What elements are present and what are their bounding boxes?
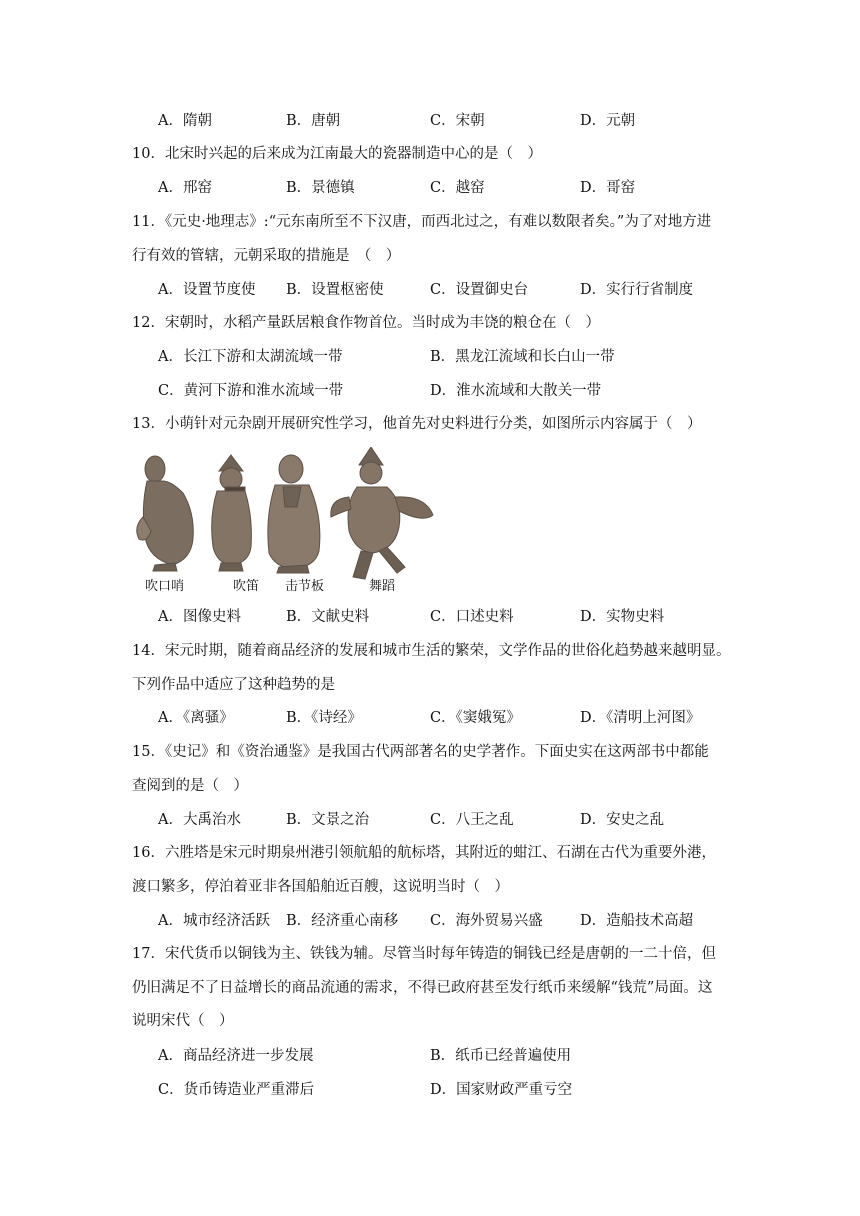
- q17-stem-line: 仍旧满足不了日益增长的商品流通的需求，不得已政府甚至发行纸币来缓解“钱荒”局面。这: [132, 979, 713, 996]
- q12-option-d[interactable]: D．淮水流域和大散关一带: [430, 383, 602, 399]
- q17-option-d[interactable]: D．国家财政严重亏空: [430, 1082, 573, 1098]
- q15-option-b[interactable]: B．文景之治: [286, 812, 370, 828]
- q16-stem-line: 渡口繁多，停泊着亚非各国船舶近百艘，这说明当时（ ）: [132, 878, 509, 895]
- figure-label-flute: 吹笛: [233, 579, 260, 594]
- q13-options: [158, 606, 758, 628]
- q15-option-c[interactable]: C．八王之乱: [430, 812, 514, 828]
- q9-option-b[interactable]: B．唐朝: [286, 113, 341, 129]
- q13-figure-terracotta-figurines: [133, 447, 438, 597]
- q13-stem: [132, 408, 732, 442]
- figurine-clapper: [268, 455, 320, 573]
- q15-stem-line: 15．《史记》和《资治通鉴》是我国古代两部著名的史学著作。下面史实在这两部书中都能: [132, 744, 709, 760]
- q12-option-c[interactable]: C．黄河下游和淮水流域一带: [158, 383, 344, 399]
- q17-stem: [132, 938, 732, 1039]
- q9-option-d[interactable]: D．元朝: [580, 113, 636, 129]
- figurine-flute: [212, 455, 252, 571]
- q14-stem: [132, 635, 732, 702]
- q14-stem-line: 下列作品中适应了这种趋势的是: [132, 676, 335, 693]
- q15-stem: [132, 736, 732, 803]
- q12-options-row2: [158, 380, 758, 402]
- q10-stem-line: 10．北宋时兴起的后来成为江南最大的瓷器制造中心的是（ ）: [132, 146, 542, 162]
- q10-stem: [132, 138, 732, 172]
- q16-option-b[interactable]: B．经济重心南移: [286, 913, 399, 929]
- q14-options: [158, 707, 758, 729]
- q17-stem-line: 17．宋代货币以铜钱为主、铁钱为辅。尽管当时每年铸造的铜钱已经是唐朝的一二十倍，但: [132, 946, 716, 962]
- q17-options-row2: [158, 1079, 758, 1101]
- q17-option-c[interactable]: C．货币铸造业严重滞后: [158, 1082, 315, 1098]
- q14-stem-line: 14．宋元时期，随着商品经济的发展和城市生活的繁荣，文学作品的世俗化趋势越来越明显。: [132, 643, 731, 659]
- q15-stem-line: 查阅到的是（ ）: [132, 777, 248, 794]
- q15-option-d[interactable]: D．安史之乱: [580, 812, 665, 828]
- q14-option-b[interactable]: B．《诗经》: [286, 710, 362, 726]
- q11-option-d[interactable]: D．实行行省制度: [580, 282, 694, 298]
- q9-option-c[interactable]: C．宋朝: [430, 113, 485, 129]
- q17-option-a[interactable]: A．商品经济进一步发展: [158, 1048, 314, 1064]
- q9-options: [158, 110, 758, 132]
- figure-label-clapper: 击节板: [285, 579, 325, 594]
- q16-option-d[interactable]: D．造船技术高超: [580, 913, 694, 929]
- q17-options-row1: [158, 1045, 758, 1067]
- q11-stem: [132, 206, 732, 273]
- q12-options-row1: [158, 346, 758, 368]
- q16-stem-line: 16．六胜塔是宋元时期泉州港引领航船的航标塔，其附近的蚶江、石湖在古代为重要外港，: [132, 845, 716, 861]
- q11-option-c[interactable]: C．设置御史台: [430, 282, 529, 298]
- q15-option-a[interactable]: A．大禹治水: [158, 812, 241, 828]
- figure-label-whistling: 吹口哨: [145, 579, 185, 594]
- q12-stem-line: 12．宋朝时，水稻产量跃居粮食作物首位。当时成为丰饶的粮仓在（ ）: [132, 315, 600, 331]
- q11-options: [158, 279, 758, 301]
- q15-options: [158, 809, 758, 831]
- q12-stem: [132, 307, 732, 341]
- figure-label-dancing: 舞蹈: [369, 579, 396, 594]
- q14-option-a[interactable]: A．《离骚》: [158, 710, 234, 726]
- q14-option-d[interactable]: D．《清明上河图》: [580, 710, 701, 726]
- figurine-dancing: [331, 447, 433, 579]
- q12-option-a[interactable]: A．长江下游和太湖流域一带: [158, 349, 343, 365]
- q13-option-c[interactable]: C．口述史料: [430, 609, 514, 625]
- q16-option-a[interactable]: A．城市经济活跃: [158, 913, 270, 929]
- q12-option-b[interactable]: B．黑龙江流域和长白山一带: [430, 349, 615, 365]
- q10-option-c[interactable]: C．越窑: [430, 180, 485, 196]
- q11-stem-line: 行有效的管辖，元朝采取的措施是 （ ）: [132, 247, 401, 264]
- q16-options: [158, 910, 758, 932]
- q10-option-a[interactable]: A．邢窑: [158, 180, 212, 196]
- q14-option-c[interactable]: C．《窦娥冤》: [430, 710, 521, 726]
- q16-stem: [132, 837, 732, 904]
- q10-options: [158, 177, 758, 199]
- q13-option-b[interactable]: B．文献史料: [286, 609, 370, 625]
- figurine-whistling: [137, 456, 194, 571]
- q13-stem-line: 13．小萌针对元杂剧开展研究性学习，他首先对史料进行分类，如图所示内容属于（ ）: [132, 416, 702, 432]
- q17-stem-line: 说明宋代（ ）: [132, 1013, 234, 1029]
- q16-option-c[interactable]: C．海外贸易兴盛: [430, 913, 543, 929]
- q10-option-b[interactable]: B．景德镇: [286, 180, 355, 196]
- q13-option-a[interactable]: A．图像史料: [158, 609, 241, 625]
- q9-option-a[interactable]: A．隋朝: [158, 113, 212, 129]
- q17-option-b[interactable]: B．纸币已经普遍使用: [430, 1048, 572, 1064]
- q11-option-b[interactable]: B．设置枢密使: [286, 282, 384, 298]
- q13-option-d[interactable]: D．实物史料: [580, 609, 665, 625]
- q11-stem-line: 11．《元史·地理志》:“元东南所至不下汉唐，而西北过之，有难以数限者矣。”为了对地方进: [132, 214, 712, 230]
- q10-option-d[interactable]: D．哥窑: [580, 180, 636, 196]
- q11-option-a[interactable]: A．设置节度使: [158, 282, 256, 298]
